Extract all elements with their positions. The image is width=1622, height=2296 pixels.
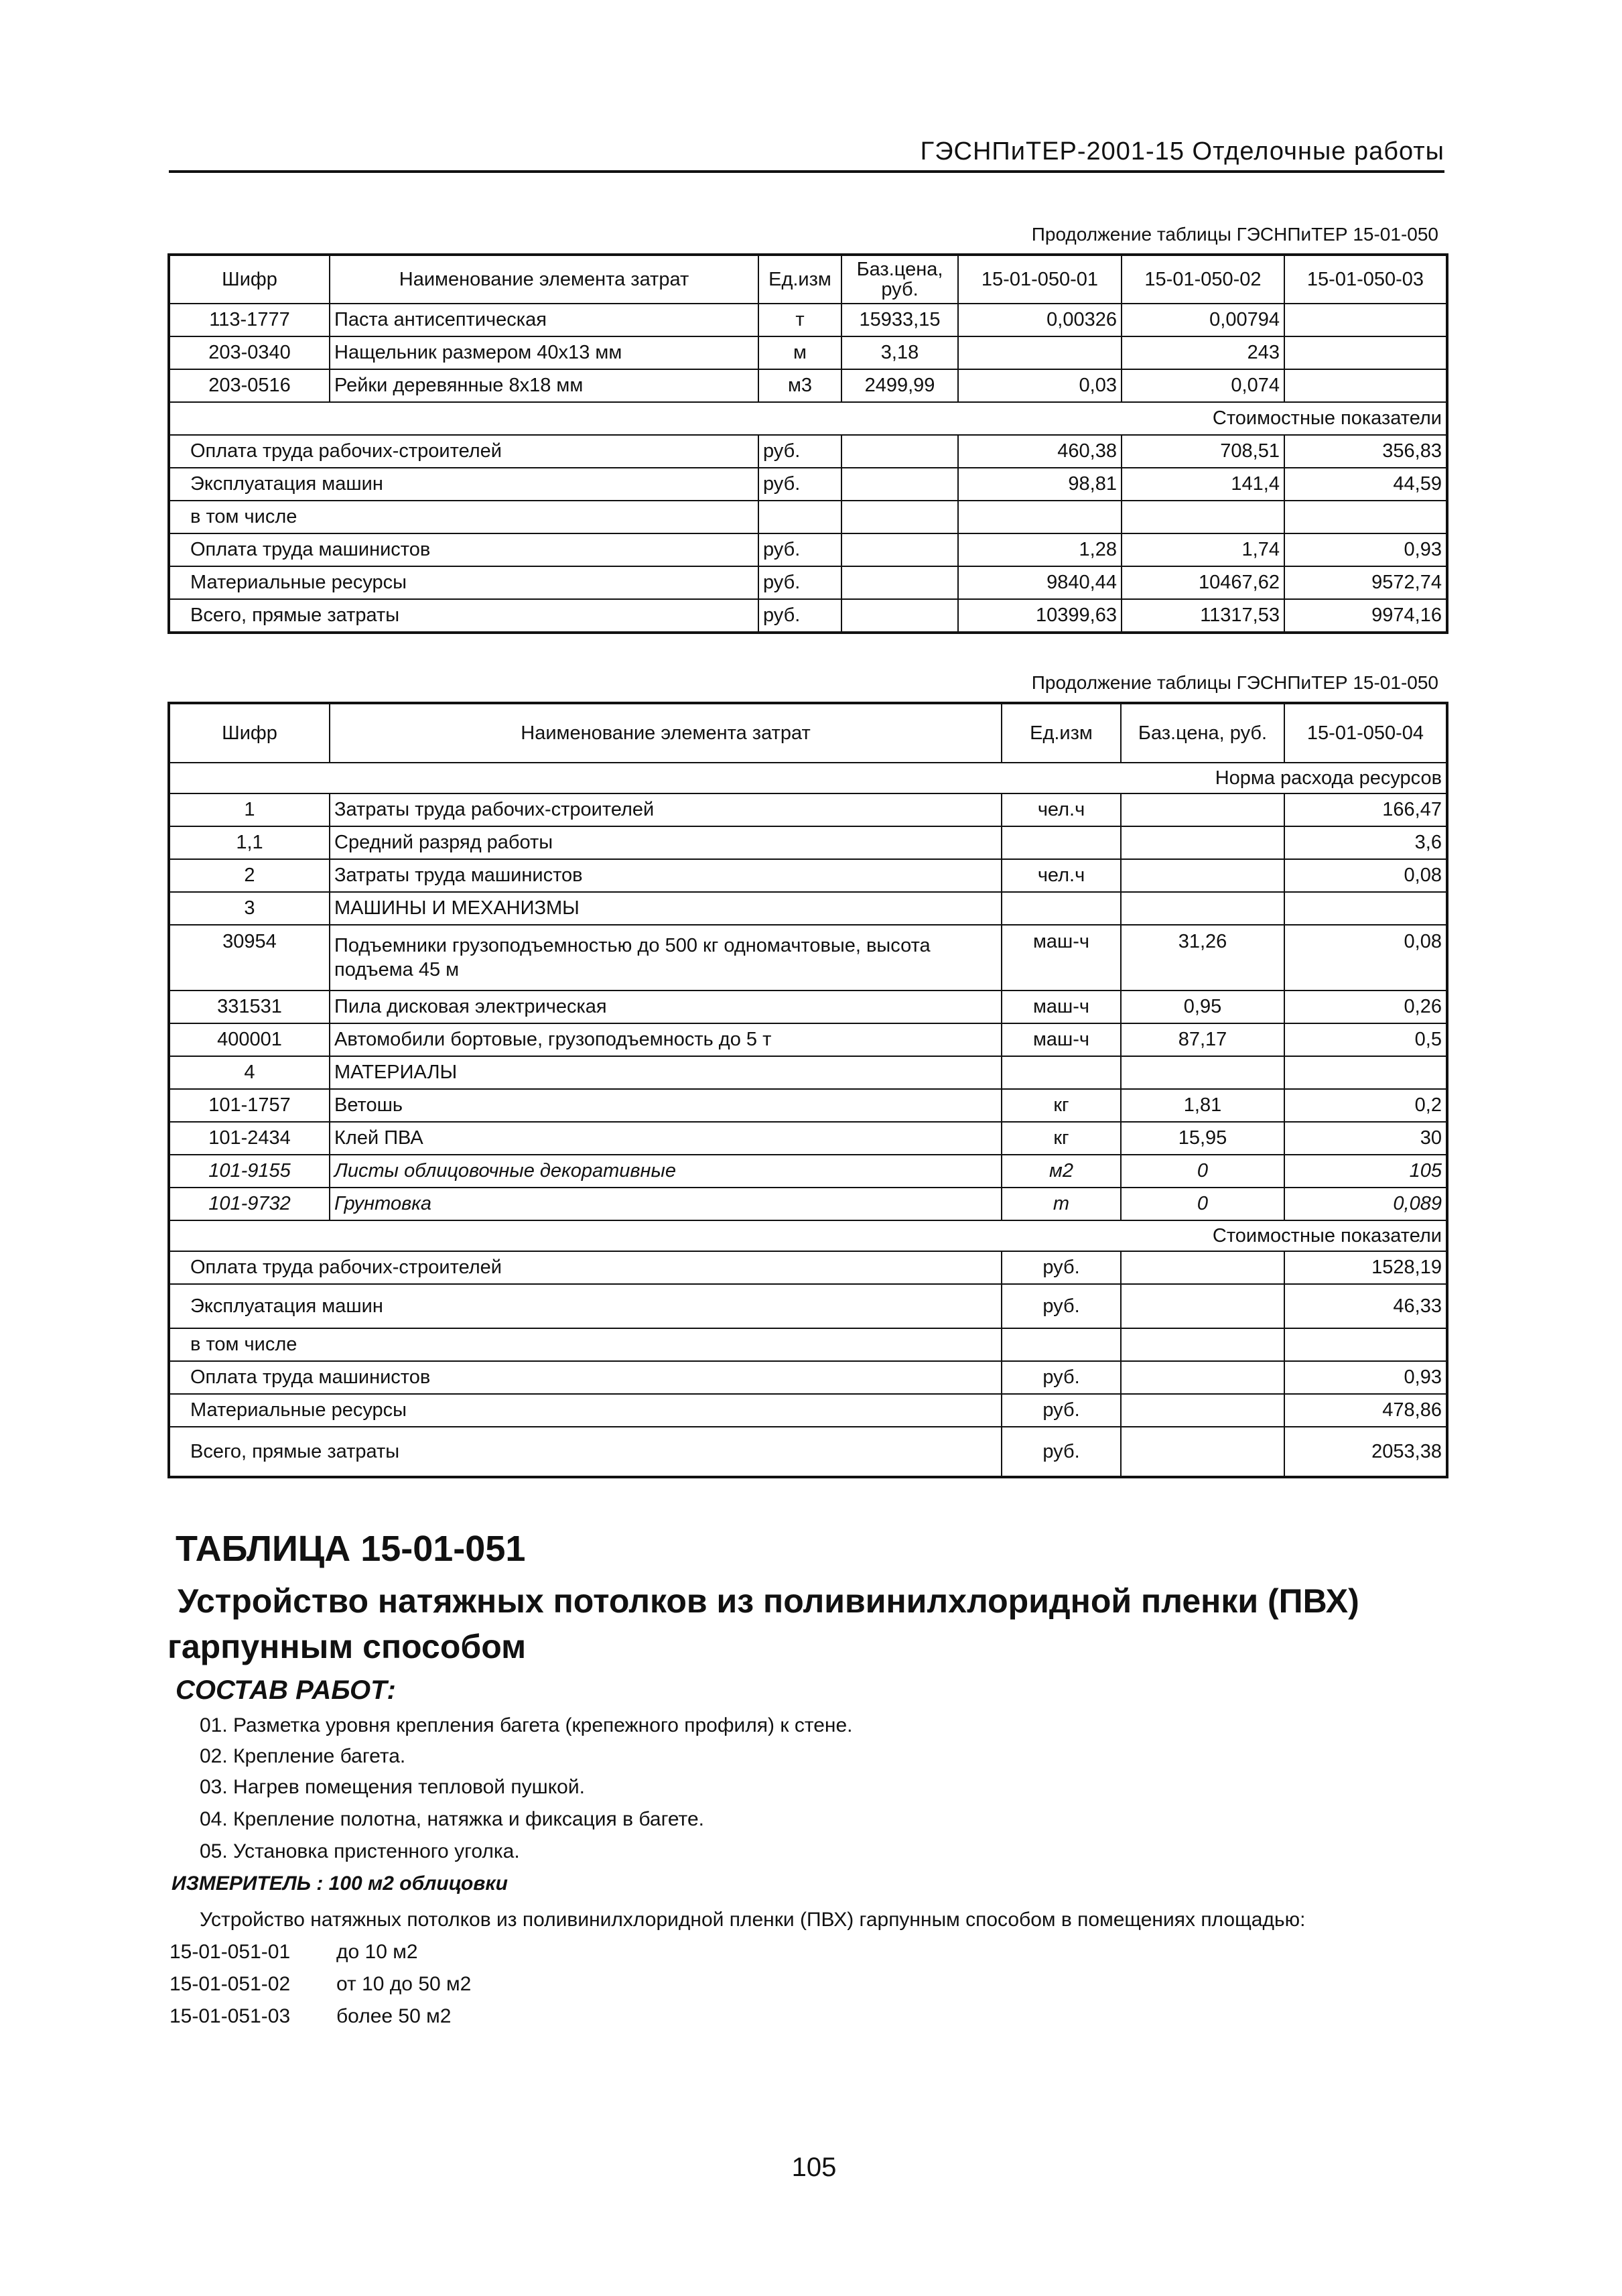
row-unit: чел.ч — [1002, 859, 1121, 892]
cost-unit: руб. — [758, 468, 841, 501]
cost-v2: 1,74 — [1122, 533, 1284, 566]
row-name: Грунтовка — [330, 1188, 1002, 1220]
cost-name: Всего, прямые затраты — [169, 1427, 1002, 1477]
resource-price: 2499,99 — [841, 369, 958, 402]
table-row — [169, 304, 1447, 336]
table-row — [169, 1056, 1447, 1089]
row-name: МАТЕРИАЛЫ — [330, 1056, 1002, 1089]
row-name: Затраты труда рабочих-строителей — [330, 793, 1002, 826]
cost-unit: руб. — [1002, 1394, 1121, 1427]
cost-unit: руб. — [758, 435, 841, 468]
cost-unit: руб. — [1002, 1251, 1121, 1284]
cost-price — [841, 501, 958, 533]
table2-col-price: Баз.цена, руб. — [1121, 703, 1284, 763]
table-row — [169, 1251, 1447, 1284]
row-code: 101-1757 — [169, 1089, 330, 1122]
norm-label: Норма расхода ресурсов — [169, 763, 1447, 793]
row-unit: чел.ч — [1002, 793, 1121, 826]
table2-col-name: Наименование элемента затрат — [330, 703, 1002, 763]
cost-unit — [758, 501, 841, 533]
row-value: 3,6 — [1284, 826, 1447, 859]
row-code: 101-2434 — [169, 1122, 330, 1155]
cost-name: в том числе — [169, 501, 758, 533]
resource-v1: 0,03 — [958, 369, 1122, 402]
cost-v2 — [1122, 501, 1284, 533]
cost-value: 1528,19 — [1284, 1251, 1447, 1284]
cost-name: Материальные ресурсы — [169, 566, 758, 599]
row-value: 0,08 — [1284, 925, 1447, 991]
table2-col-code: Шифр — [169, 703, 330, 763]
resource-v1 — [958, 336, 1122, 369]
table2-col-unit: Ед.изм — [1002, 703, 1121, 763]
row-value: 0,26 — [1284, 991, 1447, 1023]
row-value: 0,5 — [1284, 1023, 1447, 1056]
table1-col-name: Наименование элемента затрат — [330, 255, 758, 304]
row-price: 0 — [1121, 1155, 1284, 1188]
row-price — [1121, 1056, 1284, 1089]
resource-unit: м — [758, 336, 841, 369]
variant-code: 15-01-051-01 — [170, 1941, 291, 1963]
row-value: 0,2 — [1284, 1089, 1447, 1122]
table-row — [169, 1328, 1447, 1361]
table2 — [167, 702, 1448, 1478]
table-title: ТАБЛИЦА 15-01-051 — [176, 1529, 526, 1569]
work-item: 04. Крепление полотна, натяжка и фиксация в багете. — [200, 1808, 704, 1830]
table1-caption: Продолжение таблицы ГЭСНПиТЕР 15-01-050 — [1031, 224, 1438, 245]
table-row — [169, 925, 1447, 991]
resource-v2: 243 — [1122, 336, 1284, 369]
cost-unit: руб. — [758, 599, 841, 633]
row-name: МАШИНЫ И МЕХАНИЗМЫ — [330, 892, 1002, 925]
section-subtitle-line1: Устройство натяжных потолков из поливинилхлоридной пленки (ПВХ) — [178, 1582, 1359, 1620]
cost-name: Материальные ресурсы — [169, 1394, 1002, 1427]
cost-unit: руб. — [1002, 1284, 1121, 1328]
cost-v1: 9840,44 — [958, 566, 1122, 599]
cost-value: 0,93 — [1284, 1361, 1447, 1394]
cost-v3: 356,83 — [1284, 435, 1447, 468]
row-price: 31,26 — [1121, 925, 1284, 991]
row-unit: маш-ч — [1002, 925, 1121, 991]
table2-header-row — [169, 703, 1447, 763]
row-price — [1121, 793, 1284, 826]
table-row — [169, 1155, 1447, 1188]
cost-price — [841, 599, 958, 633]
row-name: Средний разряд работы — [330, 826, 1002, 859]
resource-v3 — [1284, 369, 1447, 402]
cost-value — [1284, 1328, 1447, 1361]
cost-unit: руб. — [758, 533, 841, 566]
work-item: 01. Разметка уровня крепления багета (крепежного профиля) к стене. — [200, 1714, 853, 1736]
cost-price — [1121, 1427, 1284, 1477]
resource-unit: т — [758, 304, 841, 336]
variant-text: от 10 до 50 м2 — [336, 1973, 472, 1995]
cost-v2: 10467,62 — [1122, 566, 1284, 599]
cost-v3 — [1284, 501, 1447, 533]
cost-v2: 708,51 — [1122, 435, 1284, 468]
row-value: 166,47 — [1284, 793, 1447, 826]
row-price: 0,95 — [1121, 991, 1284, 1023]
row-unit: т — [1002, 1188, 1121, 1220]
row-name: Клей ПВА — [330, 1122, 1002, 1155]
row-code: 400001 — [169, 1023, 330, 1056]
resource-name: Рейки деревянные 8х18 мм — [330, 369, 758, 402]
row-code: 2 — [169, 859, 330, 892]
cost-name: Эксплуатация машин — [169, 1284, 1002, 1328]
row-name: Ветошь — [330, 1089, 1002, 1122]
cost-name: Оплата труда рабочих-строителей — [169, 1251, 1002, 1284]
row-code: 1,1 — [169, 826, 330, 859]
row-unit — [1002, 1056, 1121, 1089]
table1-col-unit: Ед.изм — [758, 255, 841, 304]
cost-price — [1121, 1251, 1284, 1284]
table-row — [169, 1394, 1447, 1427]
table1-header-row — [169, 255, 1447, 304]
cost-v2: 141,4 — [1122, 468, 1284, 501]
row-value: 0,08 — [1284, 859, 1447, 892]
cost-label: Стоимостные показатели — [169, 1220, 1447, 1251]
row-price — [1121, 826, 1284, 859]
cost-price — [841, 533, 958, 566]
cost-v1: 460,38 — [958, 435, 1122, 468]
row-code: 1 — [169, 793, 330, 826]
cost-value: 2053,38 — [1284, 1427, 1447, 1477]
works-label: СОСТАВ РАБОТ: — [176, 1675, 396, 1705]
variant-text: более 50 м2 — [336, 2005, 452, 2027]
work-item: 03. Нагрев помещения тепловой пушкой. — [200, 1776, 585, 1798]
table-row — [169, 369, 1447, 402]
work-item: 05. Установка пристенного уголка. — [200, 1840, 520, 1862]
cost-label-row — [169, 402, 1447, 435]
row-name: Пила дисковая электрическая — [330, 991, 1002, 1023]
resource-code: 113-1777 — [169, 304, 330, 336]
row-value: 30 — [1284, 1122, 1447, 1155]
cost-unit: руб. — [1002, 1427, 1121, 1477]
page-number: 105 — [791, 2153, 837, 2182]
cost-label: Стоимостные показатели — [169, 402, 1447, 435]
row-price — [1121, 859, 1284, 892]
cost-v1: 10399,63 — [958, 599, 1122, 633]
row-value: 0,089 — [1284, 1188, 1447, 1220]
cost-unit: руб. — [758, 566, 841, 599]
cost-name: в том числе — [169, 1328, 1002, 1361]
cost-v3: 44,59 — [1284, 468, 1447, 501]
cost-value: 46,33 — [1284, 1284, 1447, 1328]
table1-col-v2: 15-01-050-02 — [1122, 255, 1284, 304]
table-row — [169, 435, 1447, 468]
cost-price — [1121, 1394, 1284, 1427]
table-row — [169, 336, 1447, 369]
cost-v3: 9974,16 — [1284, 599, 1447, 633]
table-row — [169, 1427, 1447, 1477]
row-unit: маш-ч — [1002, 1023, 1121, 1056]
table1-col-price: Баз.цена, руб. — [841, 255, 958, 304]
row-name: Затраты труда машинистов — [330, 859, 1002, 892]
resource-unit: м3 — [758, 369, 841, 402]
row-price: 1,81 — [1121, 1089, 1284, 1122]
table-row — [169, 1188, 1447, 1220]
cost-price — [1121, 1328, 1284, 1361]
table-row — [169, 859, 1447, 892]
row-unit — [1002, 826, 1121, 859]
cost-v1: 1,28 — [958, 533, 1122, 566]
resource-v1: 0,00326 — [958, 304, 1122, 336]
norm-label-row — [169, 763, 1447, 793]
resource-price: 3,18 — [841, 336, 958, 369]
row-price: 0 — [1121, 1188, 1284, 1220]
row-price — [1121, 892, 1284, 925]
row-unit — [1002, 892, 1121, 925]
table-row — [169, 892, 1447, 925]
row-name: Подъемники грузоподъемностью до 500 кг одномачтовые, высота подъема 45 м — [330, 925, 1002, 991]
cost-value: 478,86 — [1284, 1394, 1447, 1427]
cost-label-row — [169, 1220, 1447, 1251]
cost-name: Оплата труда машинистов — [169, 533, 758, 566]
cost-name: Всего, прямые затраты — [169, 599, 758, 633]
row-value — [1284, 892, 1447, 925]
table-row — [169, 826, 1447, 859]
table-row — [169, 1089, 1447, 1122]
table-row — [169, 566, 1447, 599]
table2-col-value: 15-01-050-04 — [1284, 703, 1447, 763]
row-code: 4 — [169, 1056, 330, 1089]
table-row — [169, 1361, 1447, 1394]
variant-text: до 10 м2 — [336, 1941, 418, 1963]
row-unit: кг — [1002, 1122, 1121, 1155]
resource-v2: 0,074 — [1122, 369, 1284, 402]
variant-code: 15-01-051-03 — [170, 2005, 291, 2027]
cost-v3: 9572,74 — [1284, 566, 1447, 599]
section-description: Устройство натяжных потолков из поливинилхлоридной пленки (ПВХ) гарпунным способом в помещениях площадью: — [200, 1909, 1306, 1931]
section-subtitle-line2: гарпунным способом — [167, 1628, 527, 1665]
variant-code: 15-01-051-02 — [170, 1973, 291, 1995]
table-row — [169, 793, 1447, 826]
table-row — [169, 1284, 1447, 1328]
cost-v3: 0,93 — [1284, 533, 1447, 566]
row-price: 87,17 — [1121, 1023, 1284, 1056]
meter-label: ИЗМЕРИТЕЛЬ : 100 м2 облицовки — [172, 1872, 508, 1895]
row-code: 30954 — [169, 925, 330, 991]
row-value — [1284, 1056, 1447, 1089]
resource-v3 — [1284, 304, 1447, 336]
cost-price — [841, 566, 958, 599]
cost-v2: 11317,53 — [1122, 599, 1284, 633]
row-value: 105 — [1284, 1155, 1447, 1188]
resource-code: 203-0340 — [169, 336, 330, 369]
cost-unit — [1002, 1328, 1121, 1361]
resource-v2: 0,00794 — [1122, 304, 1284, 336]
cost-name: Оплата труда машинистов — [169, 1361, 1002, 1394]
table1-col-v1: 15-01-050-01 — [958, 255, 1122, 304]
row-price: 15,95 — [1121, 1122, 1284, 1155]
table1-col-code: Шифр — [169, 255, 330, 304]
cost-name: Эксплуатация машин — [169, 468, 758, 501]
running-header: ГЭСНПиТЕР-2001-15 Отделочные работы — [169, 137, 1444, 173]
table-row — [169, 599, 1447, 633]
cost-price — [841, 468, 958, 501]
table-row — [169, 468, 1447, 501]
row-unit: м2 — [1002, 1155, 1121, 1188]
row-code: 3 — [169, 892, 330, 925]
cost-price — [841, 435, 958, 468]
table-row — [169, 1023, 1447, 1056]
row-code: 101-9155 — [169, 1155, 330, 1188]
table-row — [169, 991, 1447, 1023]
work-item: 02. Крепление багета. — [200, 1745, 406, 1767]
cost-price — [1121, 1361, 1284, 1394]
resource-name: Нащельник размером 40х13 мм — [330, 336, 758, 369]
resource-v3 — [1284, 336, 1447, 369]
row-code: 101-9732 — [169, 1188, 330, 1220]
table2-caption: Продолжение таблицы ГЭСНПиТЕР 15-01-050 — [1031, 672, 1438, 693]
row-name: Листы облицовочные декоративные — [330, 1155, 1002, 1188]
table-row — [169, 533, 1447, 566]
cost-name: Оплата труда рабочих-строителей — [169, 435, 758, 468]
row-unit: маш-ч — [1002, 991, 1121, 1023]
row-code: 331531 — [169, 991, 330, 1023]
cost-v1: 98,81 — [958, 468, 1122, 501]
cost-v1 — [958, 501, 1122, 533]
table1 — [167, 253, 1448, 634]
table-row — [169, 1122, 1447, 1155]
cost-price — [1121, 1284, 1284, 1328]
resource-code: 203-0516 — [169, 369, 330, 402]
table-row — [169, 501, 1447, 533]
row-unit: кг — [1002, 1089, 1121, 1122]
cost-unit: руб. — [1002, 1361, 1121, 1394]
resource-name: Паста антисептическая — [330, 304, 758, 336]
resource-price: 15933,15 — [841, 304, 958, 336]
row-name: Автомобили бортовые, грузоподъемность до 5 т — [330, 1023, 1002, 1056]
table1-col-v3: 15-01-050-03 — [1284, 255, 1447, 304]
